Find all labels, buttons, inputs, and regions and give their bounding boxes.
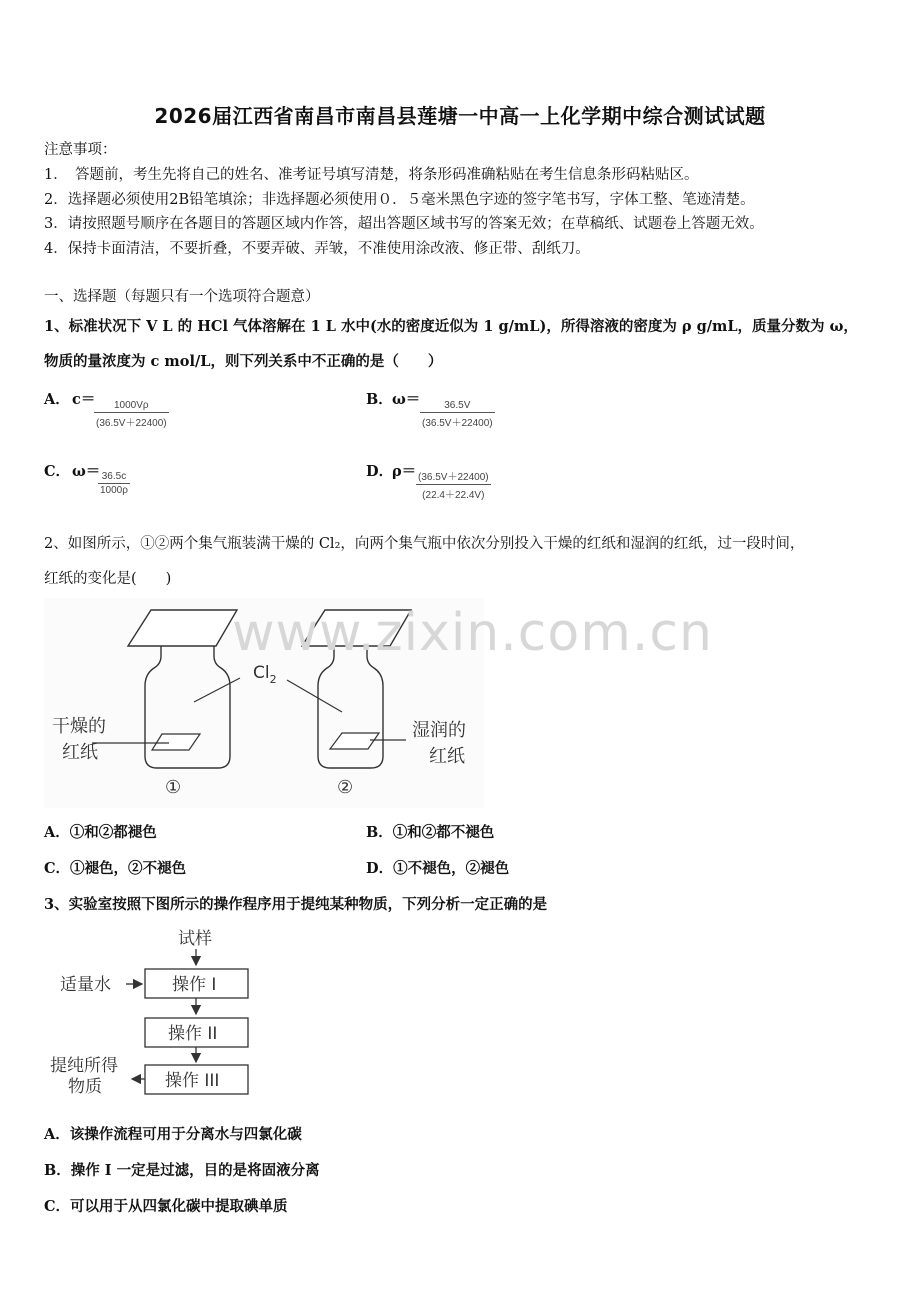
q2-option-a: A．①和②都褪色 — [44, 824, 157, 841]
q2-stem-line-2: 红纸的变化是( ) — [44, 571, 172, 587]
q1-option-c-lhs: ω＝ — [72, 463, 101, 480]
purification-flowchart — [44, 922, 264, 1102]
q3-stem: 3、实验室按照下图所示的操作程序用于提纯某种物质，下列分析一定正确的是 — [44, 896, 548, 913]
notice-heading: 注意事项： — [44, 142, 117, 158]
q2-option-c: C．①褪色，②不褪色 — [44, 860, 187, 877]
gas-symbol: Cl — [253, 663, 270, 683]
q1-option-b-denominator: (36.5V＋22400) — [420, 412, 495, 429]
bottle-2-number: ② — [337, 777, 354, 798]
q1-option-b-label: B． — [366, 391, 393, 408]
q2-option-b: B．①和②都不褪色 — [366, 824, 495, 841]
gas-subscript: 2 — [269, 673, 277, 686]
q3-option-c: C．可以用于从四氯化碳中提取碘单质 — [44, 1198, 288, 1215]
dry-paper-label-line-2: 红纸 — [62, 742, 98, 763]
flow-op2-label: 操作 II — [168, 1024, 218, 1044]
q1-option-c-fraction — [98, 471, 130, 496]
flow-water-label: 适量水 — [60, 975, 111, 995]
flow-op3-label: 操作 III — [165, 1071, 220, 1091]
q1-option-b-lhs: ω＝ — [392, 391, 421, 408]
flow-product-label-line-1: 提纯所得 — [50, 1056, 118, 1076]
q1-option-b-fraction — [420, 400, 495, 429]
q3-option-b: B．操作 I 一定是过滤，目的是将固液分离 — [44, 1162, 320, 1179]
q2-stem-line-1: 2、如图所示，①②两个集气瓶装满干燥的 Cl₂，向两个集气瓶中依次分别投入干燥的红纸和湿润的红纸，过一段时间， — [44, 536, 805, 552]
q1-option-c-denominator: 1000ρ — [100, 485, 128, 496]
section-heading: 一、选择题（每题只有一个选项符合题意） — [44, 289, 320, 305]
q1-option-a-denominator: (36.5V＋22400) — [94, 412, 169, 429]
dry-paper-label-line-1: 干燥的 — [52, 716, 106, 737]
q1-option-c-label: C． — [44, 463, 71, 480]
wet-paper-label-line-1: 湿润的 — [412, 720, 466, 741]
q1-option-c-numerator: 36.5c — [101, 471, 127, 482]
figure-background — [44, 598, 484, 808]
q2-option-d: D．①不褪色，②褪色 — [366, 860, 510, 877]
q1-stem-line-2: 物质的量浓度为 c mol/L，则下列关系中不正确的是（ ） — [44, 353, 443, 370]
q1-option-d-numerator: (36.5V＋22400) — [418, 472, 489, 483]
notice-item-1: 1． 答题前，考生先将自己的姓名、准考证号填写清楚，将条形码准确粘贴在考生信息条形码粘贴区。 — [44, 167, 699, 183]
flow-op1-label: 操作 I — [172, 975, 217, 995]
q1-stem-line-1: 1、标准状况下 V L 的 HCl 气体溶解在 1 L 水中(水的密度近似为 1 g/mL)，所得溶液的密度为 ρ g/mL，质量分数为 ω， — [44, 318, 858, 335]
q1-option-d-denominator: (22.4＋22.4V) — [416, 484, 491, 501]
q1-option-d-lhs: ρ＝ — [392, 463, 417, 480]
flow-product-label-line-2: 物质 — [68, 1077, 102, 1097]
q1-option-d-label: D． — [366, 463, 394, 480]
notice-item-2: 2．选择题必须使用2B铅笔填涂；非选择题必须使用０．５毫米黑色字迹的签字笔书写，字体工整、笔迹清楚。 — [44, 192, 755, 208]
q1-option-a-fraction — [94, 400, 169, 429]
gas-bottles-figure — [44, 598, 484, 808]
q1-option-a-numerator: 1000Vρ — [114, 400, 149, 411]
bottle-1-number: ① — [165, 777, 182, 798]
q1-option-a-label: A． — [44, 391, 70, 408]
notice-item-3: 3．请按照题号顺序在各题目的答题区域内作答，超出答题区域书写的答案无效；在草稿纸、试题卷上答题无效。 — [44, 216, 764, 232]
q1-option-d-fraction — [416, 468, 491, 501]
wet-paper-label-line-2: 红纸 — [429, 746, 465, 767]
q3-option-a: A．该操作流程可用于分离水与四氯化碳 — [44, 1126, 302, 1143]
q1-option-a-lhs: c＝ — [72, 391, 96, 408]
flow-sample-label: 试样 — [178, 929, 212, 949]
page-title: 2026届江西省南昌市南昌县莲塘一中高一上化学期中综合测试试题 — [154, 104, 766, 128]
notice-item-4: 4．保持卡面清洁，不要折叠，不要弄破、弄皱，不准使用涂改液、修正带、刮纸刀。 — [44, 241, 590, 257]
q1-option-b-numerator: 36.5V — [444, 400, 471, 411]
watermark: www.zixin.com.cn — [232, 603, 713, 663]
